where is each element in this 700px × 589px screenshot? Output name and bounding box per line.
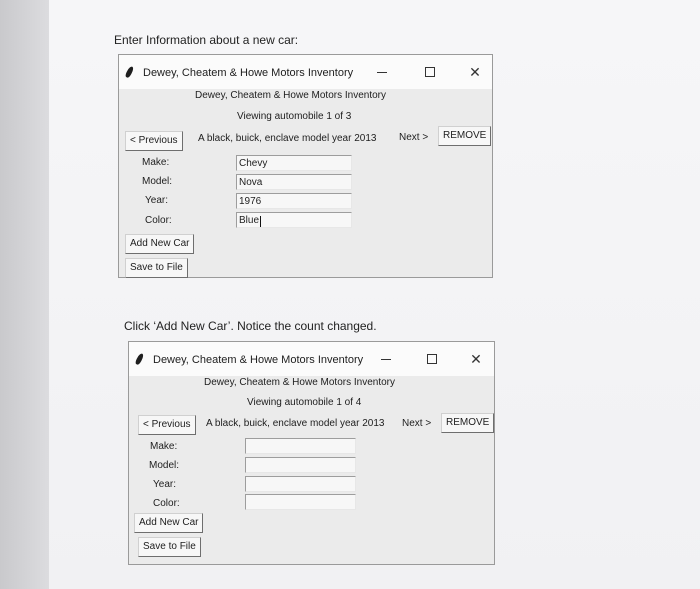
title-bar[interactable] [129, 342, 494, 376]
make-label: Make: [142, 157, 170, 168]
title-bar[interactable] [119, 55, 492, 89]
make-field[interactable] [245, 438, 356, 454]
inventory-heading: Dewey, Cheatem & Howe Motors Inventory [195, 90, 387, 101]
current-car-label: A black, buick, enclave model year 2013 [206, 418, 385, 429]
close-icon[interactable]: ✕ [470, 351, 482, 367]
previous-button[interactable]: < Previous [125, 131, 183, 151]
year-field[interactable]: 1976 [236, 193, 352, 209]
add-new-car-button[interactable]: Add New Car [134, 513, 203, 533]
year-label: Year: [145, 195, 168, 206]
inventory-window-2 [128, 341, 495, 565]
year-label: Year: [153, 479, 176, 490]
next-button[interactable]: Next > [399, 132, 429, 143]
instruction-middle: Click ‘Add New Car’. Notice the count changed. [124, 319, 377, 333]
model-field[interactable] [245, 457, 356, 473]
save-to-file-button[interactable]: Save to File [138, 537, 201, 557]
minimize-icon[interactable] [371, 62, 393, 82]
model-field[interactable]: Nova [236, 174, 352, 190]
background-edge [0, 0, 49, 589]
model-label: Model: [142, 176, 173, 187]
minimize-icon[interactable] [375, 349, 397, 369]
make-field[interactable]: Chevy [236, 155, 352, 171]
current-car-label: A black, buick, enclave model year 2013 [198, 133, 377, 144]
instruction-top: Enter Information about a new car: [114, 33, 299, 47]
viewing-count: Viewing automobile 1 of 4 [247, 397, 362, 408]
remove-button[interactable]: REMOVE [438, 126, 491, 146]
color-field[interactable] [245, 494, 356, 510]
viewing-count: Viewing automobile 1 of 3 [237, 111, 352, 122]
tk-feather-icon [124, 66, 134, 79]
maximize-icon[interactable] [421, 349, 443, 369]
window-title: Dewey, Cheatem & Howe Motors Inventory [143, 67, 354, 79]
make-label: Make: [150, 441, 178, 452]
color-field[interactable]: Blue [236, 212, 352, 228]
text-cursor [260, 216, 261, 227]
tk-feather-icon [134, 353, 144, 366]
color-label: Color: [153, 498, 180, 509]
model-label: Model: [149, 460, 180, 471]
next-button[interactable]: Next > [402, 418, 432, 429]
window-title: Dewey, Cheatem & Howe Motors Inventory [153, 354, 364, 366]
add-new-car-button[interactable]: Add New Car [125, 234, 194, 254]
maximize-icon[interactable] [419, 62, 441, 82]
save-to-file-button[interactable]: Save to File [125, 258, 188, 278]
inventory-heading: Dewey, Cheatem & Howe Motors Inventory [204, 377, 396, 388]
inventory-window-1 [118, 54, 493, 278]
remove-button[interactable]: REMOVE [441, 413, 494, 433]
year-field[interactable] [245, 476, 356, 492]
close-icon[interactable]: ✕ [469, 64, 481, 80]
color-label: Color: [145, 215, 172, 226]
previous-button[interactable]: < Previous [138, 415, 196, 435]
